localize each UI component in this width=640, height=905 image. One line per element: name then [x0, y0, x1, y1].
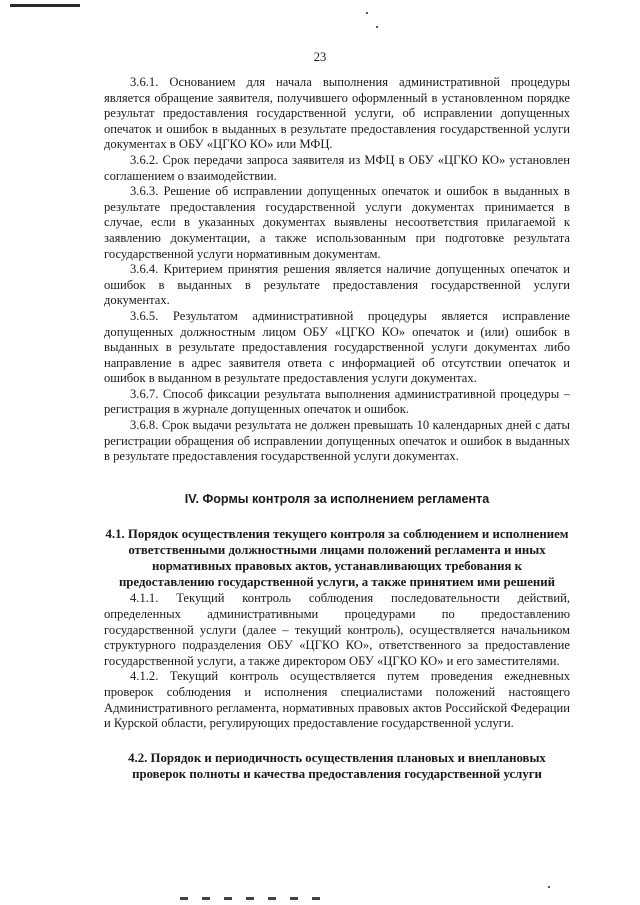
scan-artifact-top	[10, 4, 80, 7]
scan-artifact-dot	[366, 12, 368, 14]
paragraph-3-6-4: 3.6.4. Критерием принятия решения является наличие допущенных опечаток и ошибок в выданных в результате предоставления государственной услуги документах.	[104, 262, 570, 308]
subsection-4-1-title: 4.1. Порядок осуществления текущего контроля за соблюдением и исполнением ответственными должностными лицами положений регламента и иных нормативных правовых актов, устанавливающих требования к предоставлению государственной услуги, а также принятием ими решений	[105, 527, 569, 590]
scan-artifact-dot	[548, 886, 550, 888]
paragraph-3-6-5: 3.6.5. Результатом административной процедуры является исправление допущенных должностным лицом ОБУ «ЦГКО КО» опечаток и (или) ошибок в выданных в результате предоставления государственной услуги документах либо направление в адрес заявителя ответа с информацией об отсутствии опечаток и ошибок в выданном в результате предоставления услуги документах.	[104, 308, 570, 386]
section-4-title: IV. Формы контроля за исполнением регламента	[184, 491, 490, 506]
paragraph-3-6-2: 3.6.2. Срок передачи запроса заявителя из МФЦ в ОБУ «ЦГКО КО» установлен соглашением о взаимодействии.	[104, 152, 570, 183]
paragraph-3-6-7: 3.6.7. Способ фиксации результата выполнения административной процедуры – регистрация в журнале допущенных опечаток и ошибок.	[104, 386, 570, 417]
paragraph-3-6-3: 3.6.3. Решение об исправлении допущенных опечаток и ошибок в выданных в результате предоставления государственной услуги документах принимается в случае, если в указанных документах выявлены несоответствия прилагаемой к заявлению документации, а также использованным при подготовке результата государственной услуги нормативным документам.	[104, 184, 570, 261]
scan-artifact-dot	[376, 26, 378, 28]
paragraph-4-1-1: 4.1.1. Текущий контроль соблюдения последовательности действий, определенных административными процедурами по предоставлению государственной услуги (далее – текущий контроль), осуществляется начальником структурного подразделения ОБУ «ЦГКО КО», ответственного за предоставление государственной услуги, а также директором ОБУ «ЦГКО КО» и его заместителями.	[104, 591, 570, 668]
page-number: 23	[313, 50, 327, 64]
paragraph-4-1-2: 4.1.2. Текущий контроль осуществляется путем проведения ежедневных проверок соблюдения и исполнения специалистами положений настоящего Административного регламента, нормативных правовых актов Российской Федерации и Курской области, регулирующих предоставление государственной услуги.	[104, 669, 570, 731]
document-body	[104, 75, 570, 783]
scan-artifact-bottom	[180, 897, 320, 900]
spacer	[104, 732, 570, 750]
paragraph-3-6-8: 3.6.8. Срок выдачи результата не должен превышать 10 календарных дней с даты регистрации обращения об исправлении допущенных опечаток и ошибок в выданных в результате предоставления государственной услуги документах.	[104, 418, 570, 464]
paragraph-3-6-1: 3.6.1. Основанием для начала выполнения административной процедуры является обращение заявителя, получившего оформленный в установленном порядке результат предоставления государственной услуги, об исправлении допущенных опечаток и ошибок в выданных в результате предоставления государственной услуги документах в ОБУ «ЦГКО КО» или МФЦ.	[104, 75, 570, 152]
subsection-4-2-title: 4.2. Порядок и периодичность осуществления плановых и внеплановых проверок полноты и качества предоставления государственной услуги	[128, 750, 546, 781]
